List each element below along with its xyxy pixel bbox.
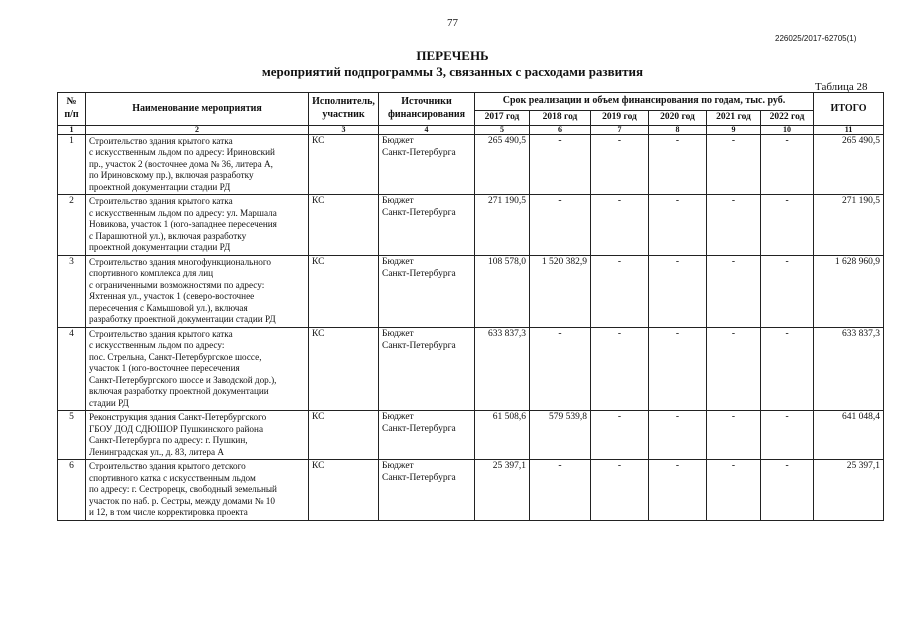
column-number: 5 [475,125,530,134]
header-num: № п/п [58,93,86,126]
column-number: 2 [86,125,309,134]
funding-source [379,460,475,521]
table-row [58,327,884,411]
year-amount: 108 578,0 [475,255,530,327]
header-source: Источники финансирования [379,93,475,126]
column-number: 7 [591,125,649,134]
executor: КС [309,327,379,411]
funding-source-line: Санкт-Петербурга [382,268,456,279]
measure-name-line: Строительство здания крытого катка [89,135,233,146]
year-amount: - [649,411,707,460]
executor: КС [309,134,379,195]
measure-name-line: спортивного катка с искусственным льдом [89,472,256,483]
funding-source-line: Санкт-Петербурга [382,424,456,435]
funding-source-line: Бюджет [382,461,414,472]
year-amount: 265 490,5 [475,134,530,195]
measure-name-line: Строительство здания крытого катка [89,196,233,207]
funding-source-line: Бюджет [382,412,414,423]
column-number: 6 [530,125,591,134]
funding-source-line: Санкт-Петербурга [382,147,456,158]
measure-name-line: с Парашютной ул.), включая разработку [89,230,247,241]
row-number: 4 [58,327,86,411]
year-amount: - [530,460,591,521]
header-total: ИТОГО [814,93,884,126]
year-amount: - [649,255,707,327]
table-row [58,460,884,521]
year-amount: - [761,327,814,411]
measure-name-line: с искусственным льдом по адресу: [89,340,225,351]
table-body [58,134,884,520]
row-number: 5 [58,411,86,460]
header-year: 2017 год [475,111,530,126]
year-amount: - [761,411,814,460]
funding-source-line: Бюджет [382,256,414,267]
measure-name-line: ГБОУ ДОД СДЮШОР Пушкинского района [89,423,264,434]
measure-name-line: и 12, в том числе корректировка проекта [89,507,248,518]
measure-name-line: по Ириновскому пр.), включая разработку [89,170,254,181]
header-year: 2020 год [649,111,707,126]
funding-source [379,411,475,460]
measure-name-line: проектной документации стадии РД [89,181,231,192]
measure-name-line: участок 1 (юго-восточнее пересечения [89,363,240,374]
total-amount: 633 837,3 [814,327,884,411]
column-number: 11 [814,125,884,134]
measure-name-line: включая разработку проектной документации [89,386,269,397]
table-row [58,195,884,256]
year-amount: 1 520 382,9 [530,255,591,327]
row-number: 3 [58,255,86,327]
total-amount: 1 628 960,9 [814,255,884,327]
measure-name-line: Строительство здания многофункционального [89,256,272,267]
measure-name [86,134,309,195]
year-amount: - [649,134,707,195]
year-amount: - [707,460,761,521]
year-amount: - [649,327,707,411]
year-amount: - [761,134,814,195]
measure-name-line: Яхтенная ул., участок 1 (северо-восточнее [89,291,255,302]
header-year: 2019 год [591,111,649,126]
year-amount: 61 508,6 [475,411,530,460]
document-title: ПЕРЕЧЕНЬ [416,48,489,63]
column-number: 4 [379,125,475,134]
funding-source-line: Санкт-Петербурга [382,208,456,219]
measure-name-line: Новикова, участок 1 (юго-западнее пересечения [89,219,277,230]
funding-source-line: Бюджет [382,328,414,339]
total-amount: 25 397,1 [814,460,884,521]
measure-name-line: Санкт-Петербурга по адресу: г. Пушкин, [89,435,248,446]
measure-name [86,327,309,411]
measure-name-line: участок по наб. р. Сестры, между домами № 10 [89,495,275,506]
row-number: 6 [58,460,86,521]
column-number: 10 [761,125,814,134]
measure-name [86,195,309,256]
executor: КС [309,460,379,521]
measure-name [86,255,309,327]
measure-name-line: пр., участок 2 (восточнее дома № 36, литера А, [89,158,273,169]
measure-name-line: пересечения с Камышовой ул.), включая [89,302,248,313]
measure-name [86,411,309,460]
measure-name-line: Строительство здания крытого катка [89,328,233,339]
row-number: 2 [58,195,86,256]
funding-source [379,327,475,411]
header-period: Срок реализации и объем финансирования по годам, тыс. руб. [475,93,814,111]
measure-name-line: с ограниченными возможностями по адресу: [89,279,265,290]
measure-name-line: Санкт-Петербургского шоссе и Заводской дор.), [89,374,277,385]
measure-name-line: проектной документации стадии РД [89,242,231,253]
year-amount: - [707,255,761,327]
funding-source-line: Бюджет [382,135,414,146]
year-amount: - [591,134,649,195]
header-year: 2021 год [707,111,761,126]
measure-name-line: стадии РД [89,397,129,408]
column-number: 9 [707,125,761,134]
row-number: 1 [58,134,86,195]
header-name: Наименование мероприятия [86,93,309,126]
year-amount: - [761,460,814,521]
year-amount: - [707,195,761,256]
header-executor: Исполнитель, участник [309,93,379,126]
year-amount: - [591,460,649,521]
measure-name [86,460,309,521]
year-amount: - [649,195,707,256]
measure-name-line: пос. Стрельна, Санкт-Петербургское шоссе, [89,351,262,362]
year-amount: - [591,327,649,411]
total-amount: 271 190,5 [814,195,884,256]
funding-source [379,255,475,327]
funding-source-line: Санкт-Петербурга [382,473,456,484]
total-amount: 265 490,5 [814,134,884,195]
year-amount: 633 837,3 [475,327,530,411]
measure-name-line: Ленинградская ул., д. 83, литера А [89,446,225,457]
table-label: Таблица 28 [815,81,868,93]
funding-source-line: Бюджет [382,196,414,207]
funding-source [379,195,475,256]
document-code: 226025/2017-62705(1) [775,34,857,43]
executor: КС [309,411,379,460]
column-number: 3 [309,125,379,134]
measure-name-line: спортивного комплекса для лиц [89,268,214,279]
measure-name-line: Строительство здания крытого детского [89,461,246,472]
page-number: 77 [447,17,458,29]
column-number: 1 [58,125,86,134]
year-amount: 271 190,5 [475,195,530,256]
total-amount: 641 048,4 [814,411,884,460]
measure-name-line: Реконструкция здания Санкт-Петербургского [89,412,267,423]
table-row [58,255,884,327]
funding-source [379,134,475,195]
column-number: 8 [649,125,707,134]
table-row [58,411,884,460]
measures-table [57,92,884,521]
year-amount: - [707,411,761,460]
year-amount: - [707,134,761,195]
year-amount: - [707,327,761,411]
year-amount: - [591,255,649,327]
executor: КС [309,255,379,327]
document-subtitle: мероприятий подпрограммы 3, связанных с расходами развития [261,64,644,79]
year-amount: - [761,195,814,256]
funding-source-line: Санкт-Петербурга [382,340,456,351]
measure-name-line: разработку проектной документации стадии РД [89,314,276,325]
year-amount: - [530,134,591,195]
year-amount: 25 397,1 [475,460,530,521]
year-amount: - [649,460,707,521]
year-amount: - [591,411,649,460]
year-amount: - [530,327,591,411]
year-amount: 579 539,8 [530,411,591,460]
table-row [58,134,884,195]
measure-name-line: с искусственным льдом по адресу: Ириновский [89,147,275,158]
header-year: 2022 год [761,111,814,126]
year-amount: - [591,195,649,256]
header-year: 2018 год [530,111,591,126]
year-amount: - [761,255,814,327]
measure-name-line: с искусственным льдом по адресу: ул. Маршала [89,207,277,218]
year-amount: - [530,195,591,256]
measure-name-line: по адресу: г. Сестрорецк, свободный земельный [89,484,277,495]
executor: КС [309,195,379,256]
